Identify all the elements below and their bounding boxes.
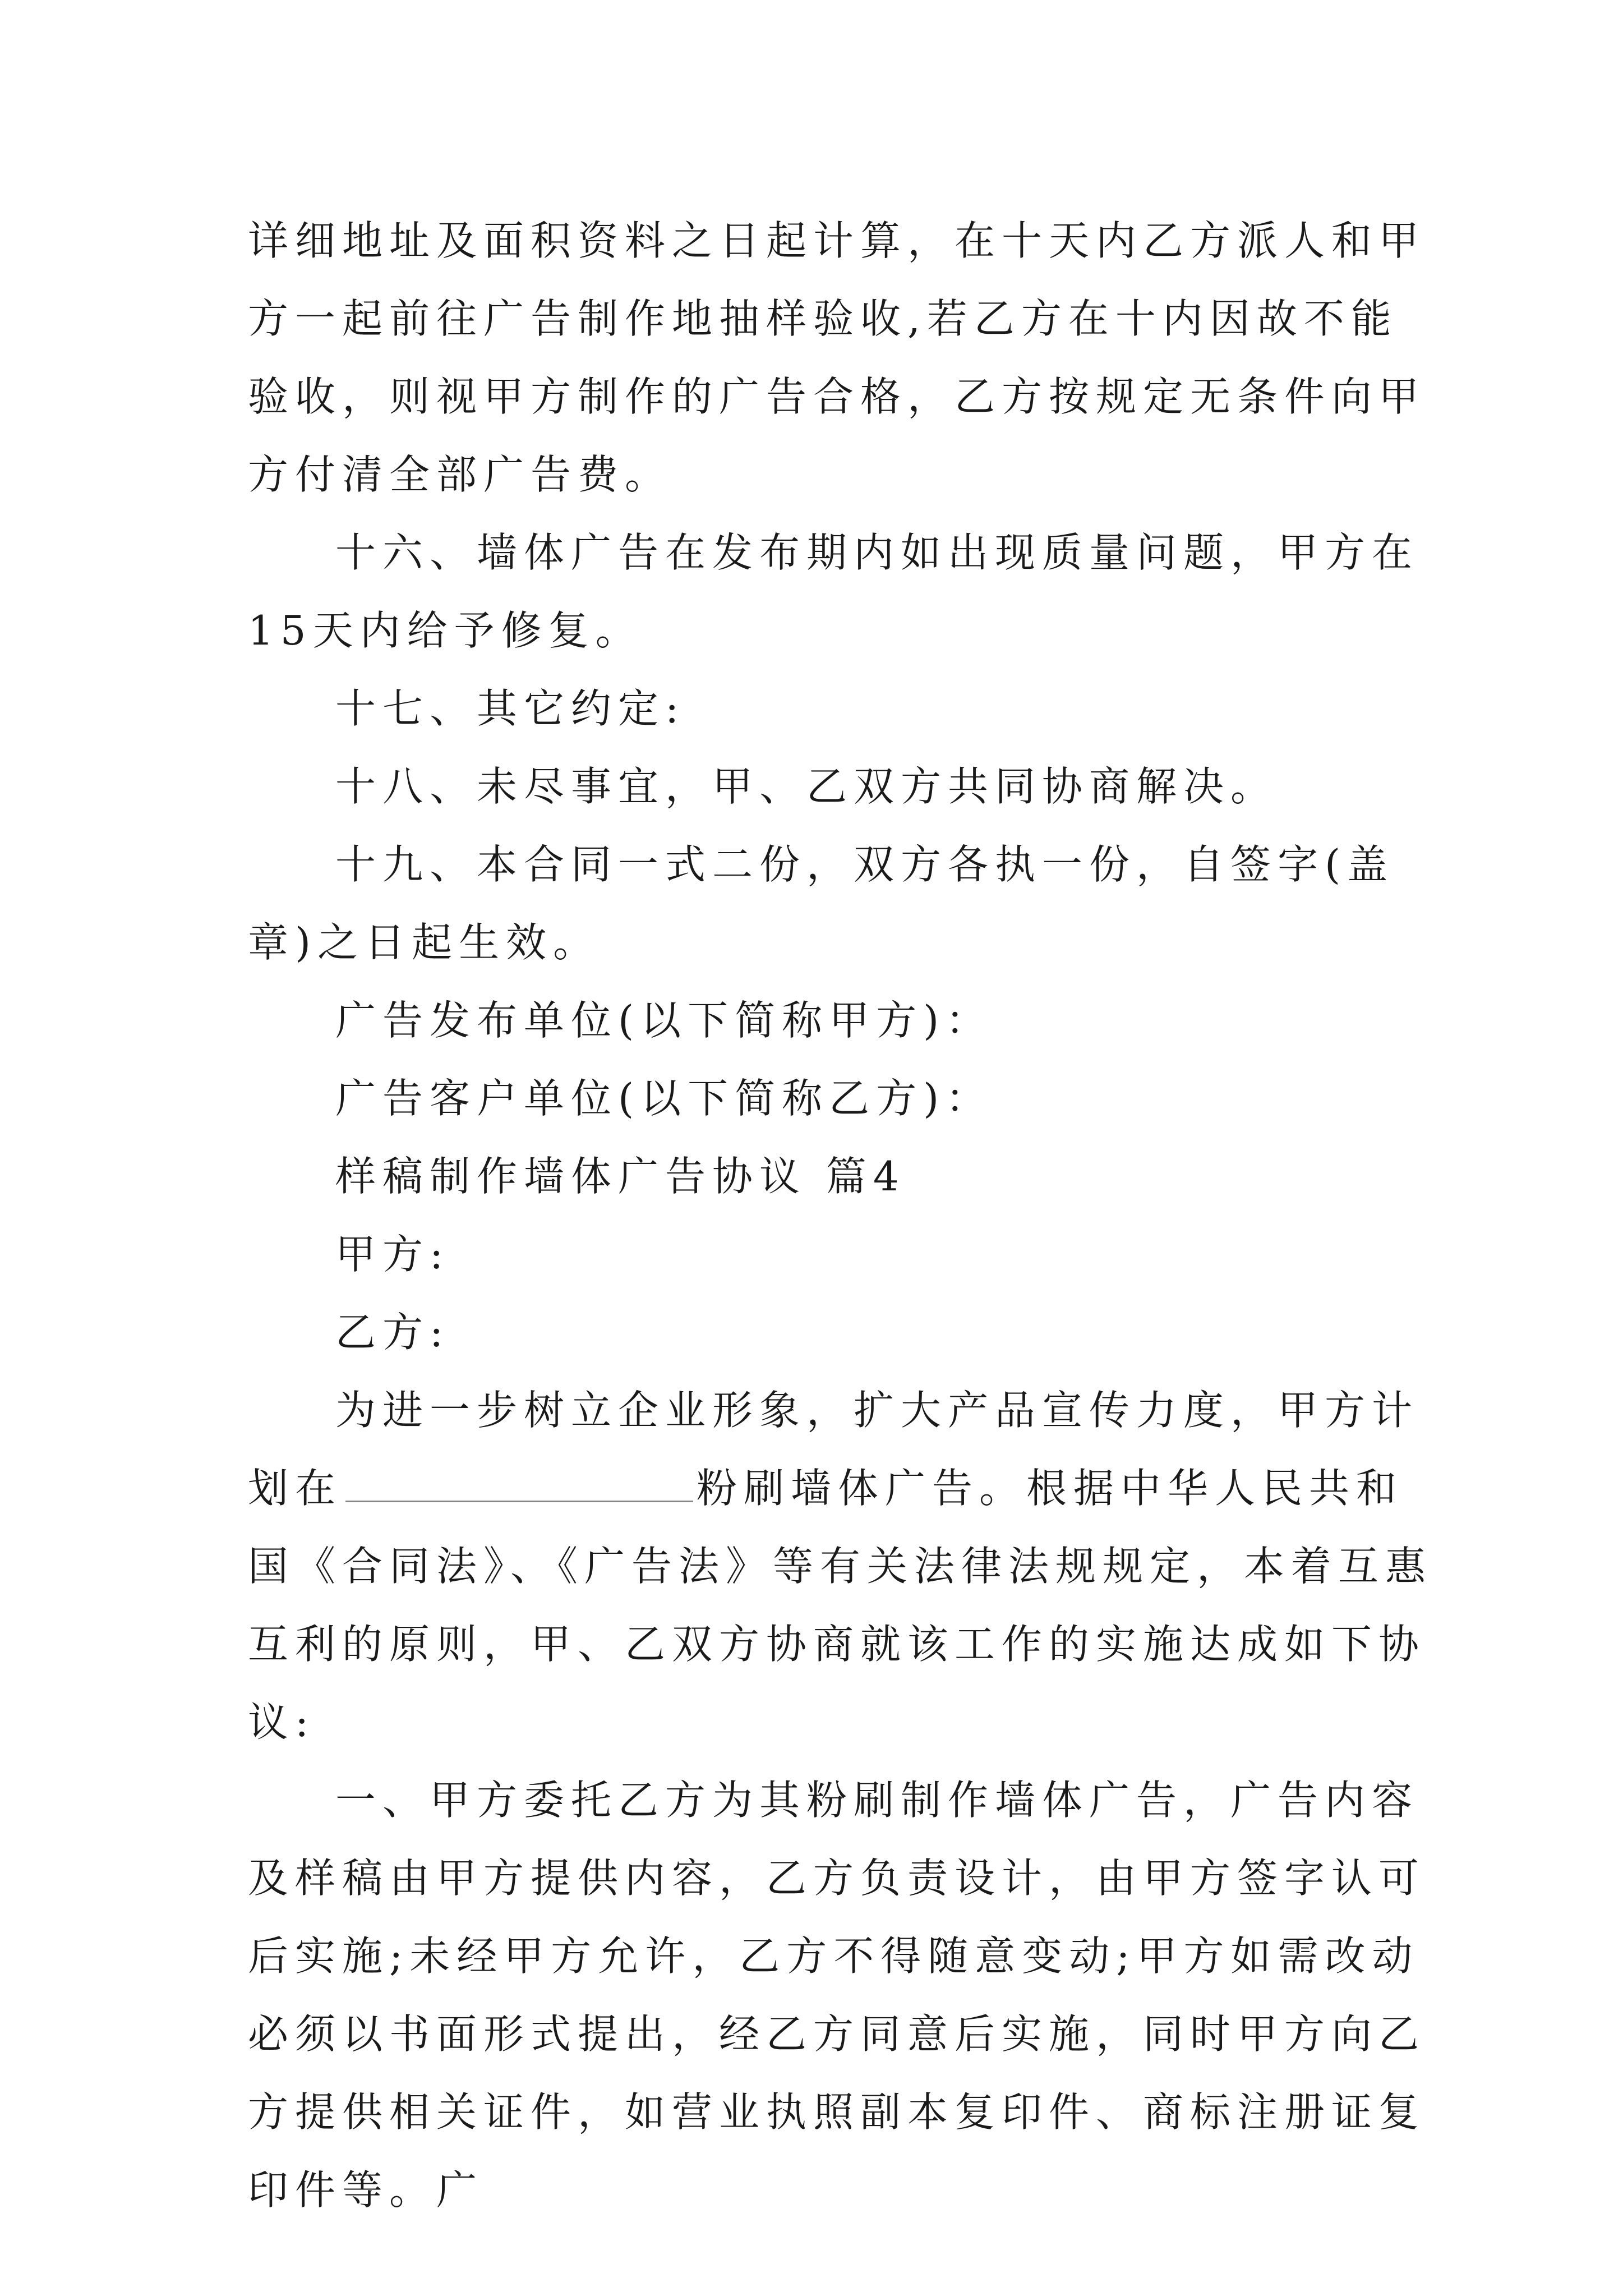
paragraph-text-after-blank: 粉刷墙体广告。根据中华人民共和国《合同法》、《广告法》等有关法律法规规定，本着互惠互利的原则，甲、乙双方协商就该工作的实施达成如下协议: xyxy=(248,1465,1433,1746)
paragraph: 广告客户单位(以下简称乙方)： xyxy=(335,1075,993,1122)
paragraph: 十七、其它约定: xyxy=(335,685,686,732)
paragraph xyxy=(248,1372,1437,1761)
fill-in-blank-line xyxy=(345,1467,693,1502)
paragraph: 广告发布单位(以下简称甲方)： xyxy=(335,997,993,1044)
paragraph: 一、甲方委托乙方为其粉刷制作墙体广告，广告内容及样稿由甲方提供内容，乙方负责设计，由甲方签字认可后实施;未经甲方允许，乙方不得随意变动;甲方如需改动必须以书面形式提出，经乙方同意后实施，同时甲方向乙方提供相关证件，如营业执照副本复印件、商标注册证复印件等。广 xyxy=(248,1777,1426,2214)
paragraph: 样稿制作墙体广告协议 篇4 xyxy=(335,1153,906,1200)
body-text xyxy=(248,202,1437,2229)
paragraph: 乙方: xyxy=(335,1309,450,1356)
paragraph: 详细地址及面积资料之日起计算，在十天内乙方派人和甲方一起前往广告制作地抽样验收,若乙方在十内因故不能验收，则视甲方制作的广告合格，乙方按规定无条件向甲方付清全部广告费。 xyxy=(248,217,1426,498)
paragraph-text-before-blank: 为进一步树立企业形象，扩大产品宣传力度，甲方计划在 xyxy=(248,1387,1419,1512)
paragraph: 十九、本合同一式二份，双方各执一份，自签字(盖章)之日起生效。 xyxy=(248,841,1395,966)
paragraph: 甲方: xyxy=(335,1231,450,1278)
paragraph: 十八、未尽事宜，甲、乙双方共同协商解决。 xyxy=(335,763,1278,810)
paragraph: 十六、墙体广告在发布期内如出现质量问题，甲方在15天内给予修复。 xyxy=(248,529,1419,654)
